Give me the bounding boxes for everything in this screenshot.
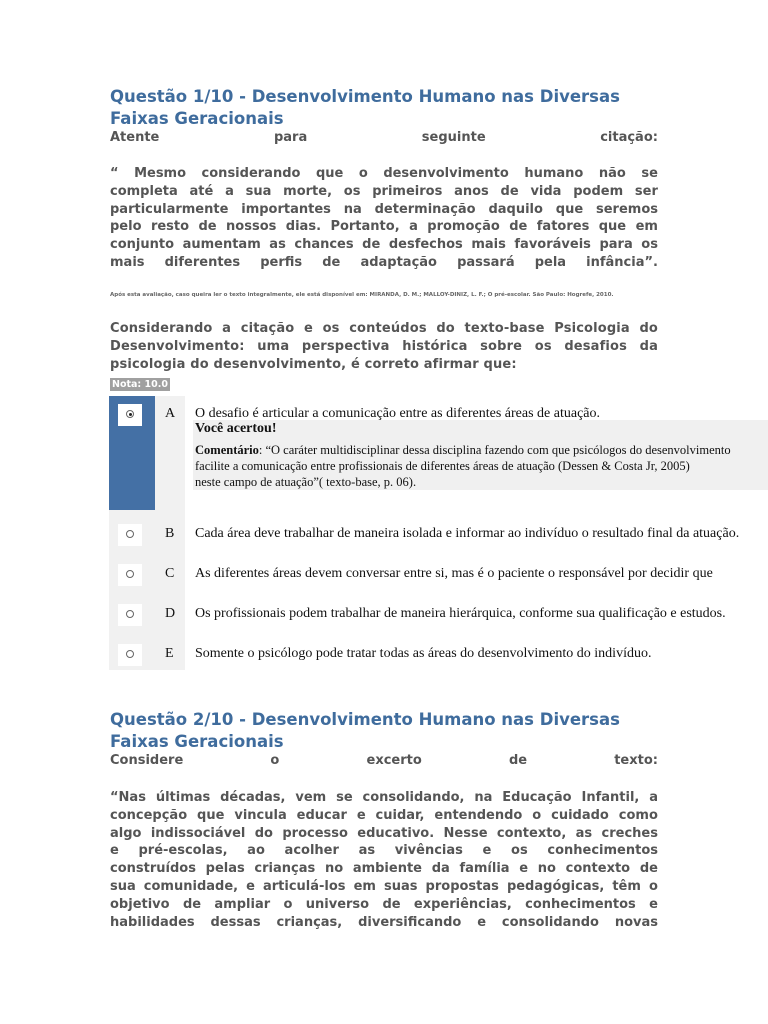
word: que [197,807,225,823]
quote-line [110,842,658,860]
word: a [409,219,418,235]
word: dias. [285,219,322,235]
word: cuidado [551,807,609,823]
question-1-title: Questão 1/10 - Desenvolvimento Humano nas Diversas Faixas Geracionais [110,87,620,128]
word: ampliar [214,896,271,912]
word: cuidar, [375,807,425,823]
option-d-radio[interactable] [126,610,134,618]
word: e [649,896,658,912]
word: entendendo [434,807,523,823]
word: anos [454,183,489,199]
word: fatores [536,219,590,235]
word: do [254,825,273,841]
comment-line-2: facilite a comunicação entre profissionais de diferentes áreas de atuação (Dessen & Costa Jr, 2005) [195,459,690,473]
option-b-text[interactable]: Cada área deve trabalhar de maneira isolada e informar ao indivíduo o resultado final da atuação. [195,526,740,541]
word: seguinte [421,130,486,145]
word: ambiente [352,861,422,877]
quote-line [110,825,658,843]
word: vem [295,790,327,805]
question-2-intro [110,752,658,770]
option-a-radio[interactable] [126,410,134,418]
word: o [270,753,280,768]
quote-line [110,914,658,932]
option-c-radio-box [118,564,142,586]
word: crianças, [276,914,343,930]
word: últimas [155,790,211,805]
word: morte, [283,183,333,199]
quote-line [110,789,658,807]
word: de [508,753,528,768]
word: propostas [425,879,499,894]
word: não [598,166,626,181]
word: contexto, [496,825,567,841]
question-1-intro [110,129,658,147]
word: seremos [595,201,658,217]
word: os [343,183,361,199]
word: conhecimentos [525,896,636,912]
word: mais [471,237,506,253]
word: desfechos [388,237,463,253]
word: de [500,183,519,199]
word: importantes [241,201,331,217]
word: até [189,183,214,199]
feedback-result: Você acertou! [195,421,277,436]
word: de [509,219,528,235]
word: na [343,201,362,217]
word: Infantil, [581,790,640,805]
word: pelo [110,219,142,235]
quote-line [110,236,658,254]
option-a-text[interactable]: O desafio é articular a comunicação entre as diferentes áreas de atuação. [195,406,600,421]
word: os [511,843,528,859]
word: citação: [600,130,658,145]
word: mais [110,255,145,270]
word: para [599,237,633,253]
word: se [641,166,658,181]
word: resto [150,219,190,235]
option-a-radio-box [118,404,142,426]
word: como [618,807,658,823]
word: desenvolvimento [383,166,509,181]
word: sua [245,183,272,199]
word: consolidando, [362,790,465,805]
word: se [336,790,353,805]
quote-line [110,896,658,914]
option-c-text[interactable]: As diferentes áreas devem conversar entre si, mas é o paciente o responsável por decidir que [195,566,713,581]
word: articulá-los [262,879,346,894]
word: infância”. [586,255,658,270]
word: Educação [502,790,572,805]
word: determinação [374,201,476,217]
word: o [648,879,658,894]
word: de [322,255,341,270]
word: e [246,879,255,894]
quote-line [110,254,658,272]
word: na [474,790,493,805]
comment-label: Comentário [195,443,259,457]
word: humano [524,166,584,181]
word: no [537,861,556,877]
word: e [519,861,529,877]
word: primeiros [372,183,443,199]
word: adaptação [360,255,437,270]
word: dessas [210,914,261,930]
word: para [273,130,308,145]
word: o [358,166,368,181]
word: a [225,183,234,199]
word: da [431,861,450,877]
word: sua [110,879,136,894]
word: ser [634,183,658,199]
word: em [635,219,658,235]
word: comunidade, [143,879,239,894]
word: têm [612,879,641,894]
word: de [198,219,217,235]
option-b-radio-box [118,524,142,546]
word: objetivo [110,896,170,912]
word: diferentes [164,255,241,270]
word: concepção [110,807,188,823]
quote-line [110,860,658,878]
word: vivências [394,843,463,859]
question-1-prompt: Considerando a citação e os conteúdos do texto-base Psicologia do Desenvolvimento: uma perspectiva histórica sobre os desafios da psicologia do desenvolvimento, é correto afirmar que: [110,321,658,372]
word: vincula [234,807,287,823]
word: universo [305,896,370,912]
word: Atente [110,130,160,145]
word: que [315,166,344,181]
word: perfis [260,255,303,270]
option-letter: B [165,526,175,541]
word: conhecimentos [547,843,658,859]
word: de [182,896,202,912]
word: diversificando [358,914,462,930]
quote-line [110,183,658,201]
word: a [649,790,658,805]
word: podem [573,183,624,199]
word: e [110,843,119,859]
question-2-title: Questão 2/10 - Desenvolvimento Humano nas Diversas Faixas Geracionais [110,710,620,751]
word: ao [247,843,265,859]
option-d-text[interactable]: Os profissionais podem trabalhar de maneira hierárquica, conforme sua qualificação e estudos. [195,606,726,621]
word: indissociável [150,825,246,841]
option-e-text[interactable]: Somente o psicólogo pode tratar todas as áreas do desenvolvimento do indivíduo. [195,646,652,661]
quote-line [110,807,658,825]
comment-line-1: : “O caráter multidisciplinar dessa disciplina fazendo com que psicólogos do desenvolvimento [258,443,731,457]
comment-line-3: neste campo de atuação”( texto-base, p. 06). [195,475,417,489]
word: pela [534,255,567,270]
word: os [641,237,658,253]
word: Mesmo [134,166,187,181]
word: acolher [284,843,339,859]
word: daquilo [488,201,543,217]
word: particularmente [110,201,229,217]
word: e [477,914,487,930]
word: pedagógicas, [506,879,605,894]
score-badge: Nota: 10.0 [110,378,170,391]
word: contexto [565,861,631,877]
word: as [358,843,376,859]
option-b-radio[interactable] [126,530,134,538]
word: as [575,825,593,841]
feedback-comment [195,442,731,490]
word: suas [384,879,418,894]
word: e [356,807,366,823]
word: educativo. [357,825,435,841]
word: promoção [427,219,500,235]
quote-line [110,201,658,219]
word: no [324,861,344,877]
quote-line [110,218,658,236]
option-e-radio[interactable] [126,650,134,658]
answer-options [109,396,768,670]
option-c-radio[interactable] [126,570,134,578]
option-letter: E [165,646,174,661]
word: experiências, [413,896,512,912]
word: conjunto [110,237,175,253]
feedback-box [193,420,768,490]
quote-source: Após esta avaliação, caso queira ler o texto integralmente, ele está disponível em: MIRANDA, D. M.; MALLOY-DINIZ, L. F.; O pré-escolar. São Paulo: Hogrefe, 2010. [110,292,614,298]
word: aumentam [182,237,261,253]
word: considerando [201,166,301,181]
quote-line [110,878,658,896]
option-d-radio-box [118,604,142,626]
word: de [639,861,658,877]
word: nossos [226,219,277,235]
word: pré-escolas, [138,843,228,859]
word: vida [530,183,562,199]
word: creches [601,825,658,841]
word: favoráveis [514,237,591,253]
option-letter: C [165,566,175,581]
word: novas [614,914,658,930]
option-letter: A [165,406,176,421]
word: que [555,201,584,217]
word: o [283,896,293,912]
word: pelas [205,861,245,877]
word: o [532,807,542,823]
word: completa [110,183,178,199]
word: de [362,237,381,253]
option-e-radio-box [118,644,142,666]
word: as [269,237,286,253]
option-letter: D [165,606,176,621]
word: Nesse [443,825,488,841]
word: Considere [110,753,184,768]
word: construídos [110,861,196,877]
word: chances [294,237,354,253]
word: “ [110,166,119,181]
word: texto: [614,753,658,768]
word: décadas, [220,790,286,805]
word: “Nas [110,790,146,805]
word: de [382,896,401,912]
word: educar [296,807,347,823]
word: família [459,861,510,877]
word: algo [110,825,142,841]
word: consolidando [501,914,599,930]
word: passará [457,255,515,270]
word: excerto [366,753,422,768]
word: processo [282,825,348,841]
word: em [353,879,376,894]
word: e [482,843,492,859]
word: que [598,219,627,235]
word: Portanto, [330,219,400,235]
word: habilidades [110,914,195,930]
word: crianças [254,861,316,877]
quote-line [110,165,658,183]
